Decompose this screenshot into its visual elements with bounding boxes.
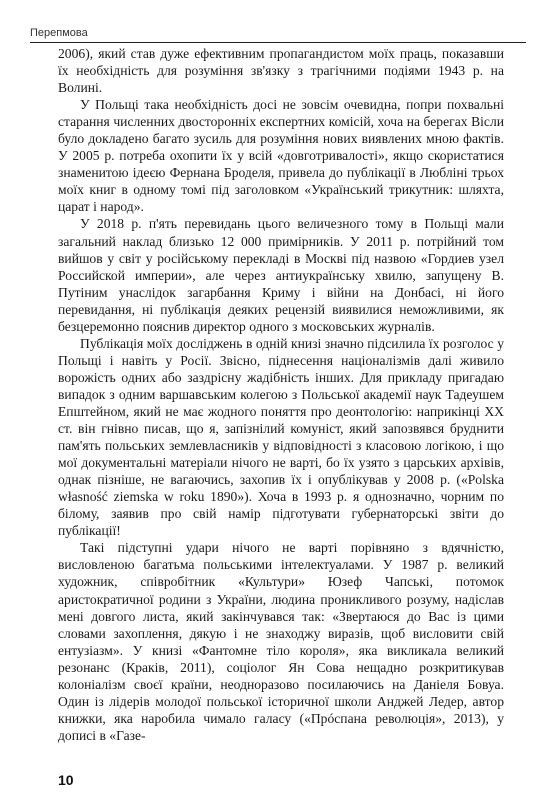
paragraph-continuation: 2006), який став дуже ефективним пропагандистом моїх праць, показавши їх необхідність для розуміння зв'язку з трагічними подіями 1943 р. на Волині. <box>58 46 504 96</box>
paragraph: У Польщі така необхідність досі не зовсім очевидна, попри похвальні старання численних двосторонніх експертних комісій, хоча на берегах Вісли було докладено багато зусиль для розуміння нових виявлених мною фактів. У 2005 р. потреба охопити їх у всій «довготривалості», якщо скористатися знаменитою ідеєю Фернана Броделя, привела до публікації в Любліні трьох моїх книг в одному томі під заголовком «Український трикутник: шляхта, царат і народ». <box>58 97 504 215</box>
running-head: Перепмова <box>30 27 88 39</box>
paragraph: У 2018 р. п'ять перевидань цього величезного тому в Польщі мали загальний наклад близько 12 000 примірників. У 2011 р. потрійний том вийшов у світ у російському перекладі в Москві під назвою «Гордиев узел Российской империи», але через антиукраїнську хвилю, запущену В. Путіним унаслідок загарбання Криму і війни на Донбасі, ні його перевидання, ні публікація деяких рецензій виявилися неможливими, як безцеремонно пояснив директор одного з московських журналів. <box>58 216 504 334</box>
page-number: 10 <box>58 772 74 788</box>
paragraph: Такі підступні удари нічого не варті порівняно з вдячністю, висловленою багатьма польськими інтелектуалами. У 1987 р. великий художник, співробітник «Культури» Юзеф Чапські, потомок аристократичної родини з України, людина проникливого розуму, надіслав мені довгого листа, який закінчувався так: «Звертаюся до Вас із цими словами захоплення, дякую і не знаходжу виразів, щоб висловити свій ентузіазм». У книзі «Фантомне тіло короля», яка викликала великий резонанс (Кракiв, 2011), соціолог Ян Сова нещадно розкритикував колоніалізм своєї країни, неодноразово посилаючись на Даніеля Бовуа. Один із лідерів молодої польської історичної школи Анджей Ледер, автор книжки, яка наробила чимало галасу («Прóспана революція», 2013), у дописі в «Газе- <box>58 540 504 743</box>
body-text <box>58 45 504 744</box>
header-rule <box>30 42 526 43</box>
paragraph: Публікація моїх досліджень в одній книзі значно підсилила їх розголос у Польщі і навіть у Росії. Звісно, піднесення націоналізмів далі живило ворожість одних або заздрісну жадібність інших. Для прикладу пригадаю випадок з одним варшавським колегою з Польської академії наук Тадеушем Епштейном, який не має жодного поняття про деонтологію: наприкінці ХХ ст. він гнівно писав, що я, запізнілий комуніст, який запозвявся бруднити пам'ять польських землевласників у відповідності з класовою логікою, і що мої документальні матеріали нічого не варті, бо їх узято з царських архівів, однак пізніше, не вагаючись, захопив їх і опублікував у 2008 р. («Polska własność ziemska w roku 1890»). Хоча в 1993 р. я однозначно, чорним по білому, заявив про свій намір підготувати губернаторські звіти до публікації! <box>58 335 504 539</box>
